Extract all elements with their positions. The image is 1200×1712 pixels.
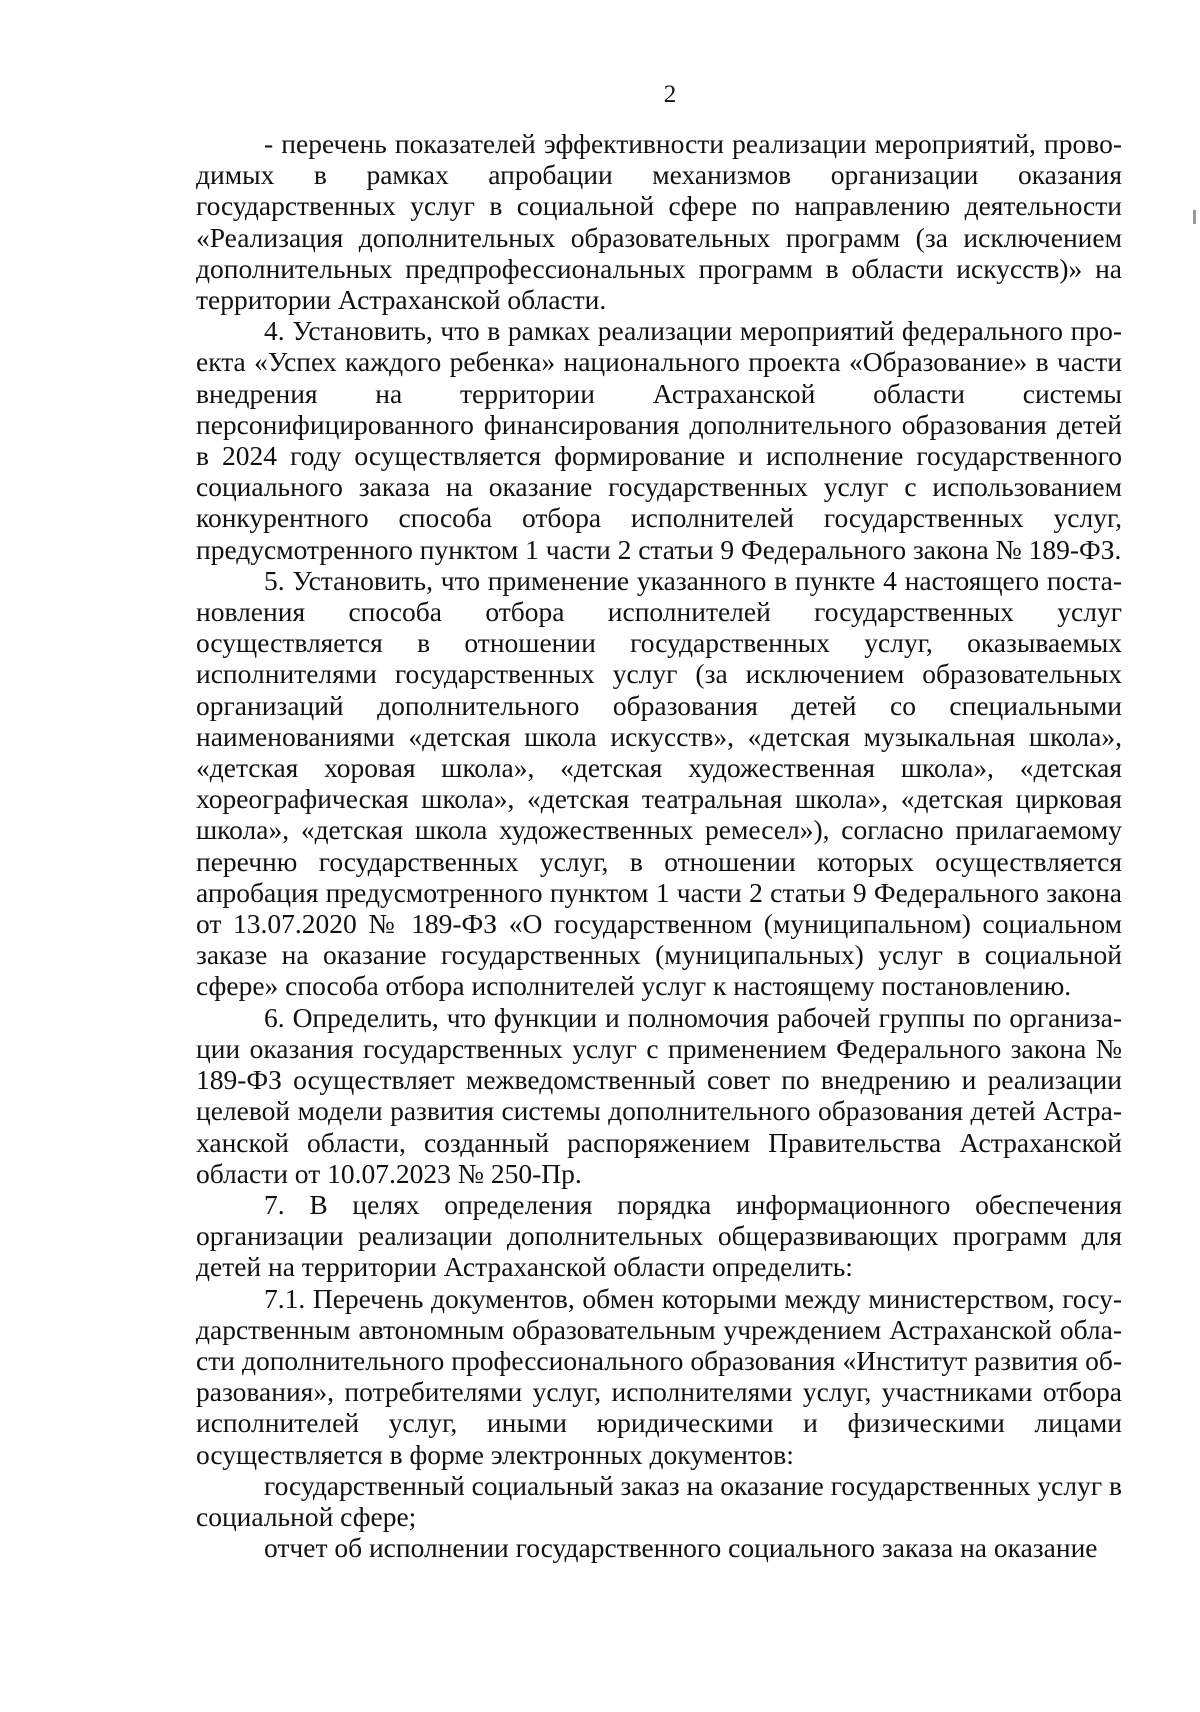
paragraph-indicators-list-item: - перечень показателей эффективности реализации мероприятий, проводимых в рамках апробации механизмов организации оказания государственных услуг в социальной сфере по направлению деятельности «Реализация дополнительных образовательных программ (за исключением дополнительных предпрофессиональных программ в области искусств)» на территории Астраханской области. <box>196 128 1122 316</box>
document-body <box>196 128 1122 1563</box>
paragraph-item-5: 5. Установить, что применение указанного в пункте 4 настоящего постановления способа отбора исполнителей государственных услуг осуществляется в отношении государственных услуг, оказываемых исполнителями государственных услуг (за исключением образовательных организаций дополнительного образования детей со специальными наименованиями «детская школа искусств», «детская музыкальная школа», «детская хоровая школа», «детская художественная школа», «детская хореографическая школа», «детская театральная школа», «детская цирковая школа», «детская школа художественных ремесел»), согласно прилагаемому перечню государственных услуг, в отношении которых осуществляется апробация предусмотренного пунктом 1 части 2 статьи 9 Федерального закона от 13.07.2020 № 189-ФЗ «О государственном (муниципальном) социальном заказе на оказание государственных (муниципальных) услуг в социальной сфере» способа отбора исполнителей услуг к настоящему постановлению. <box>196 564 1122 1002</box>
paragraph-item-4: 4. Установить, что в рамках реализации мероприятий федерального проекта «Успех каждого ребенка» национального проекта «Образование» в части внедрения на территории Астраханской области системы персонифицированного финансирования дополнительного образования детей в 2024 году осуществляется формирование и исполнение государственного социального заказа на оказание государственных услуг с использованием конкурентного способа отбора исполнителей государственных услуг, предусмотренного пунктом 1 части 2 статьи 9 Федерального закона № 189-ФЗ. <box>196 315 1122 565</box>
paragraph-list-report: отчет об исполнении государственного социального заказа на оказание <box>264 1532 1098 1564</box>
paragraph-item-6: 6. Определить, что функции и полномочия рабочей группы по организации оказания государственных услуг с применением Федерального закона № 189-ФЗ осуществляет межведомственный совет по внедрению и реализации целевой модели развития системы дополнительного образования детей Астраханской области, созданный распоряжением Правительства Астраханской области от 10.07.2023 № 250-Пр. <box>196 1001 1122 1189</box>
scan-edge-mark <box>1193 210 1196 224</box>
page-number: 2 <box>663 81 677 108</box>
paragraph-item-7-1: 7.1. Перечень документов, обмен которыми между министерством, государственным автономным образовательным учреждением Астраханской области дополнительного профессионального образования «Институт развития образования», потребителями услуг, исполнителями услуг, участниками отбора исполнителей услуг, иными юридическими и физическими лицами осуществляется в форме электронных документов: <box>196 1282 1122 1470</box>
paragraph-item-7: 7. В целях определения порядка информационного обеспечения организации реализации дополнительных общеразвивающих программ для детей на территории Астраханской области определить: <box>196 1188 1122 1283</box>
paragraph-list-social-order: государственный социальный заказ на оказание государственных услуг в социальной сфере; <box>196 1469 1122 1532</box>
